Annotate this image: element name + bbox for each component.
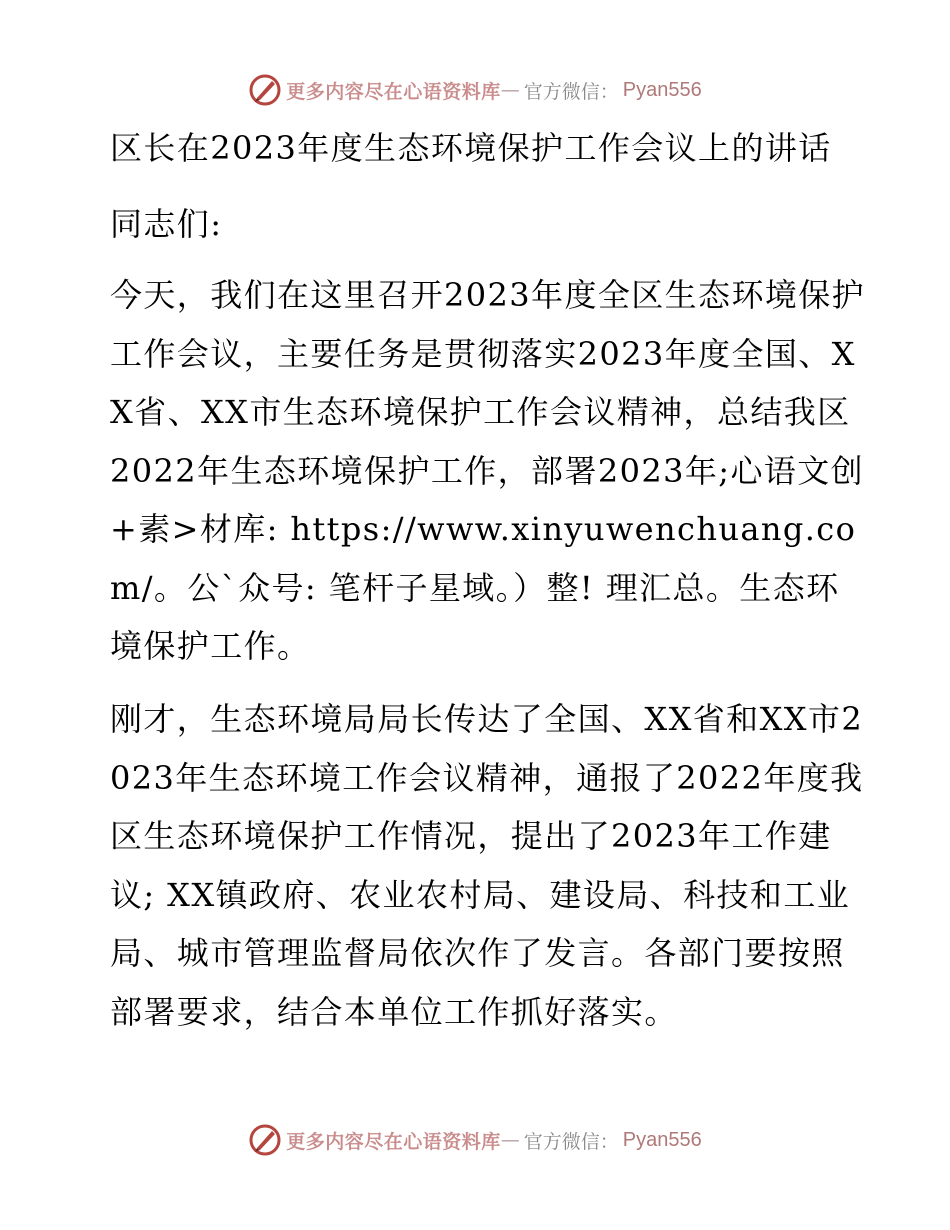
banner-separator: —: [500, 1129, 520, 1151]
banner-wechat-id: Pyan556: [622, 1128, 702, 1151]
banner-main-text: 更多内容尽在心语资料库: [286, 80, 501, 103]
paragraph-1: 今天，我们在这里召开2023年度全区生态环境保护工作会议，主要任务是贯彻落实2023年度全国、XX省、XX市生态环境保护工作会议精神，总结我区2022年生态环境保护工作，部署2023年;心语文创+素>材库: https://www.xinyuwenchuang.com/。公`众号: 笔杆子星域。）整! 理汇总。生态环境保护工作。: [110, 276, 866, 665]
paragraph-2: 刚才，生态环境局局长传达了全国、XX省和XX市2023年生态环境工作会议精神，通报了2022年度我区生态环境保护工作情况，提出了2023年工作建议; XX镇政府、农业农村局、建设局、科技和工业局、城市管理监督局依次作了发言。各部门要按照部署要求，结合本单位工作抓好落实。: [110, 700, 864, 1031]
pen-logo-icon: [248, 73, 282, 107]
banner-separator: —: [500, 79, 520, 101]
banner-wechat-label: 官方微信：: [523, 80, 619, 103]
banner-main-text: 更多内容尽在心语资料库: [286, 1130, 501, 1153]
pen-logo-icon: [248, 1123, 282, 1157]
document-title: 区长在2023年度生态环境保护工作会议上的讲话: [110, 129, 832, 167]
footer-banner: [0, 1120, 950, 1160]
banner-wechat-label: 官方微信：: [523, 1130, 619, 1153]
header-banner: [0, 70, 950, 110]
banner-wechat-id: Pyan556: [622, 78, 702, 101]
document-greeting: 同志们:: [110, 205, 223, 243]
